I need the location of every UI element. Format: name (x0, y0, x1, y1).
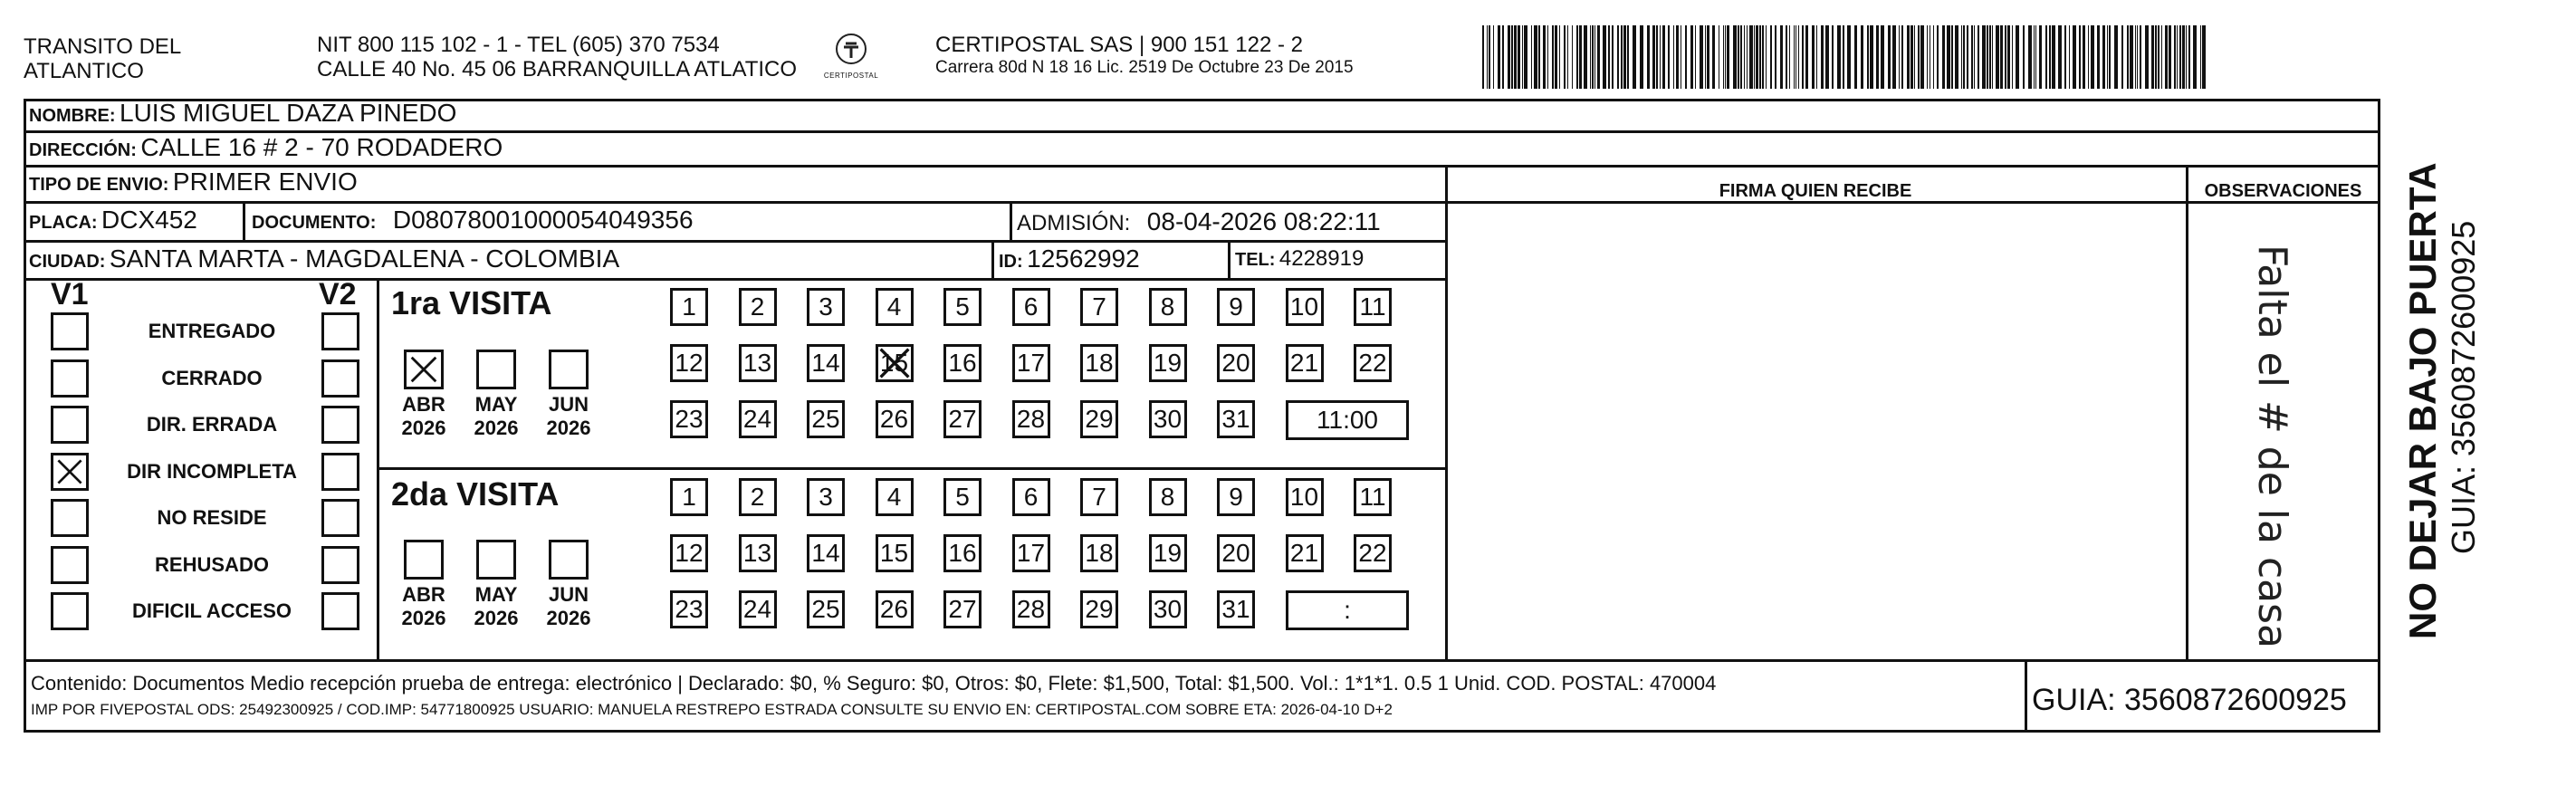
v2-checkbox[interactable] (321, 499, 359, 537)
status-label: REHUSADO (155, 552, 269, 576)
carrier-line: CERTIPOSTAL SAS | 900 151 122 - 2 (935, 33, 1303, 57)
visit2-day-box[interactable]: 7 (1080, 478, 1118, 516)
v1-header: V1 (51, 277, 89, 311)
address-line: CALLE 40 No. 45 06 BARRANQUILLA ATLATICO (317, 57, 798, 81)
visit1-day-box[interactable]: 10 (1286, 288, 1324, 326)
plate-label: PLACA: (29, 213, 98, 233)
visit1-day-box[interactable]: 21 (1286, 344, 1324, 382)
visit1-day-box[interactable]: 18 (1080, 344, 1118, 382)
visit1-day-box[interactable]: 4 (876, 288, 914, 326)
visit1-month-label: JUN 2026 (546, 393, 591, 439)
visit2-title: 2da VISITA (391, 475, 560, 513)
visit1-day-box[interactable]: 22 (1354, 344, 1392, 382)
status-label: DIR. ERRADA (146, 413, 278, 436)
visit1-day-box[interactable]: 6 (1012, 288, 1050, 326)
visit1-day-box[interactable]: 11 (1354, 288, 1392, 326)
observation-handwriting: Falta el # de la casa (2249, 244, 2295, 648)
admission-value: 08-04-2026 08:22:11 (1146, 207, 1381, 235)
visit2-day-box[interactable]: 20 (1217, 534, 1255, 572)
nit-line: NIT 800 115 102 - 1 - TEL (605) 370 7534 (317, 33, 720, 57)
visit1-day-box[interactable]: 12 (670, 344, 708, 382)
visit2-day-box[interactable]: 14 (807, 534, 845, 572)
visit1-month-label: ABR 2026 (401, 393, 446, 439)
v1-checkbox[interactable] (51, 592, 89, 630)
status-label: NO RESIDE (157, 506, 267, 529)
status-label: DIR INCOMPLETA (127, 459, 297, 483)
visit2-day-box[interactable]: 30 (1149, 590, 1187, 628)
v1-checkbox[interactable] (51, 359, 89, 398)
v2-checkbox[interactable] (321, 406, 359, 444)
visit1-time-box[interactable]: 11:00 (1286, 400, 1409, 440)
visit2-day-box[interactable]: 29 (1080, 590, 1118, 628)
document-label: DOCUMENTO: (252, 213, 377, 233)
signature-header (1445, 177, 2186, 206)
sender-line-1: TRANSITO DEL (24, 34, 182, 59)
name-label: NOMBRE: (29, 106, 116, 126)
v2-checkbox[interactable] (321, 312, 359, 350)
visit1-day-box[interactable]: 31 (1217, 400, 1255, 438)
visit1-day-box[interactable]: 13 (739, 344, 777, 382)
city-label: CIUDAD: (29, 252, 106, 272)
address-row (29, 134, 503, 166)
carrier-logo-icon (833, 31, 869, 67)
observations-header-text: OBSERVACIONES (2204, 181, 2362, 201)
visit2-day-box[interactable]: 18 (1080, 534, 1118, 572)
visit1-day-box[interactable]: 2 (739, 288, 777, 326)
v2-header: V2 (319, 277, 357, 311)
carrier-info (935, 33, 1354, 79)
visit2-month-checkbox[interactable] (476, 540, 516, 580)
visit1-day-box[interactable]: 3 (807, 288, 845, 326)
visit1-day-box[interactable]: 5 (943, 288, 982, 326)
visit2-day-box[interactable]: 12 (670, 534, 708, 572)
visit1-title: 1ra VISITA (391, 284, 552, 321)
visit2-day-box[interactable]: 28 (1012, 590, 1050, 628)
logo-text: CERTIPOSTAL (823, 72, 879, 80)
visit1-day-box[interactable]: 23 (670, 400, 708, 438)
barcode (1482, 25, 2214, 89)
visit2-day-box[interactable]: 9 (1217, 478, 1255, 516)
visit1-day-box[interactable]: 26 (876, 400, 914, 438)
visit2-day-box[interactable]: 13 (739, 534, 777, 572)
sender-name (24, 34, 181, 83)
visit2-day-box[interactable]: 31 (1217, 590, 1255, 628)
shipment-label: TIPO DE ENVIO: (29, 175, 169, 195)
visit1-month-checkbox[interactable] (404, 350, 444, 389)
visit2-month-label: JUN 2026 (546, 583, 591, 629)
v1-checkbox[interactable] (51, 499, 89, 537)
admission-label: ADMISIÓN: (1017, 211, 1131, 235)
visit1-day-box[interactable]: 14 (807, 344, 845, 382)
visit2-day-box[interactable]: 22 (1354, 534, 1392, 572)
visit2-day-box[interactable]: 10 (1286, 478, 1324, 516)
visit2-day-box[interactable]: 24 (739, 590, 777, 628)
carrier-license: Carrera 80d N 18 16 Lic. 2519 De Octubre 23 De 2015 (935, 58, 1354, 77)
visit2-day-box[interactable]: 25 (807, 590, 845, 628)
visit1-day-box[interactable]: 9 (1217, 288, 1255, 326)
visit2-day-box[interactable]: 16 (943, 534, 982, 572)
visit2-month-checkbox[interactable] (404, 540, 444, 580)
id-label: ID: (999, 252, 1023, 272)
visit1-day-box[interactable]: 20 (1217, 344, 1255, 382)
visit2-day-box[interactable]: 17 (1012, 534, 1050, 572)
status-label: DIFICIL ACCESO (131, 599, 292, 622)
visit2-day-box[interactable]: 15 (876, 534, 914, 572)
plate-cell (29, 206, 197, 238)
plate-value: DCX452 (101, 206, 197, 234)
visit2-day-box[interactable]: 26 (876, 590, 914, 628)
status-label: CERRADO (161, 366, 263, 389)
visit1-day-box[interactable]: 8 (1149, 288, 1187, 326)
sender-info (317, 33, 797, 81)
visit2-day-box[interactable]: 8 (1149, 478, 1187, 516)
visit2-day-box[interactable]: 21 (1286, 534, 1324, 572)
address-label: DIRECCIÓN: (29, 140, 137, 160)
v2-checkbox[interactable] (321, 453, 359, 491)
id-value: 12562992 (1027, 244, 1140, 273)
shipment-value: PRIMER ENVIO (172, 168, 358, 196)
v2-checkbox[interactable] (321, 546, 359, 584)
sender-line-2: ATLANTICO (24, 59, 144, 83)
visit1-day-box[interactable]: 7 (1080, 288, 1118, 326)
signature-header-text: FIRMA QUIEN RECIBE (1719, 181, 1912, 201)
side-guia: GUIA: 3560872600925 (2445, 220, 2482, 554)
visit1-day-box[interactable]: 1 (670, 288, 708, 326)
visit1-day-box[interactable]: 25 (807, 400, 845, 438)
visit2-day-box[interactable]: 4 (876, 478, 914, 516)
visit1-day-box[interactable]: 29 (1080, 400, 1118, 438)
address-value: CALLE 16 # 2 - 70 RODADERO (140, 133, 503, 161)
admission-cell (1017, 208, 1381, 240)
observations-header (2186, 177, 2380, 206)
city-cell (29, 245, 619, 277)
tel-cell (1235, 245, 1364, 275)
status-label: ENTREGADO (148, 320, 276, 342)
visit1-month-checkbox[interactable] (476, 350, 516, 389)
v2-checkbox[interactable] (321, 592, 359, 630)
document-value: D08078001000054049356 (392, 206, 694, 234)
visit2-day-box[interactable]: 19 (1149, 534, 1187, 572)
tel-value: 4228919 (1278, 246, 1365, 271)
visit2-day-box[interactable]: 5 (943, 478, 982, 516)
visit1-month-checkbox[interactable] (549, 350, 589, 389)
visit2-day-box[interactable]: 27 (943, 590, 982, 628)
visit1-day-box[interactable]: 16 (943, 344, 982, 382)
tel-label: TEL: (1235, 250, 1276, 270)
visit2-month-checkbox[interactable] (549, 540, 589, 580)
visit2-day-box[interactable]: 6 (1012, 478, 1050, 516)
visit1-day-box[interactable]: 30 (1149, 400, 1187, 438)
visit1-day-box[interactable]: 27 (943, 400, 982, 438)
visit1-day-box[interactable]: 28 (1012, 400, 1050, 438)
visit1-month-label: MAY 2026 (474, 393, 519, 439)
footer-guia: GUIA: 3560872600925 (2032, 683, 2347, 717)
visit1-day-box[interactable]: 15 (876, 344, 914, 382)
visit2-month-label: MAY 2026 (474, 583, 519, 629)
v1-checkbox[interactable] (51, 546, 89, 584)
name-value: LUIS MIGUEL DAZA PINEDO (120, 99, 457, 127)
footer-content-line: Contenido: Documentos Medio recepción prueba de entrega: electrónico | Declarado: $0, % Seguro: $0, Otros: $0, Flete: $1,500, Total: $1,500. Vol.: 1*1*1. 0.5 1 Unid. COD. POSTAL: 470004 (31, 672, 1717, 695)
shipment-type-row (29, 168, 358, 200)
v2-checkbox[interactable] (321, 359, 359, 398)
visit1-day-box[interactable]: 24 (739, 400, 777, 438)
visit2-day-box[interactable]: 2 (739, 478, 777, 516)
v1-checkbox[interactable] (51, 453, 89, 491)
visit1-day-box[interactable]: 17 (1012, 344, 1050, 382)
visit2-month-label: ABR 2026 (401, 583, 446, 629)
visit1-day-box[interactable]: 19 (1149, 344, 1187, 382)
side-warning: NO DEJAR BAJO PUERTA (2401, 162, 2444, 639)
visit2-day-box[interactable]: 11 (1354, 478, 1392, 516)
city-value: SANTA MARTA - MAGDALENA - COLOMBIA (109, 244, 620, 273)
id-cell (999, 245, 1140, 277)
visit2-day-box[interactable]: 23 (670, 590, 708, 628)
v1-checkbox[interactable] (51, 406, 89, 444)
carrier-logo (819, 31, 883, 80)
document-cell (252, 206, 694, 238)
visit2-day-box[interactable]: 1 (670, 478, 708, 516)
footer-print-line: IMP POR FIVEPOSTAL ODS: 25492300925 / COD.IMP: 54771800925 USUARIO: MANUELA RESTREPO ESTRADA CONSULTE SU ENVIO EN: CERTIPOSTAL.COM SOBRE ETA: 2026-04-10 D+2 (31, 701, 1393, 718)
visit2-day-box[interactable]: 3 (807, 478, 845, 516)
visit2-time-box[interactable]: : (1286, 590, 1409, 630)
v1-checkbox[interactable] (51, 312, 89, 350)
name-row (29, 100, 456, 131)
